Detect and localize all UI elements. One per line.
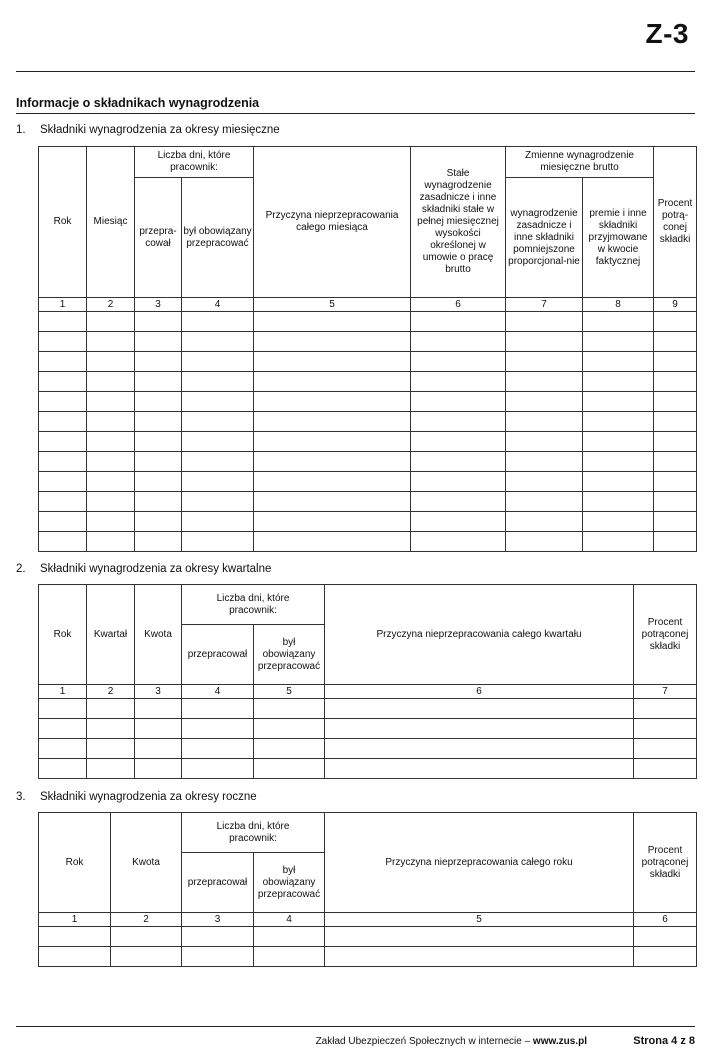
entry-cell[interactable] — [182, 947, 254, 967]
table-row — [39, 332, 697, 352]
entry-cell[interactable] — [111, 947, 182, 967]
entry-cell[interactable] — [182, 472, 254, 492]
header-kwota: Kwota — [111, 813, 182, 913]
entry-cell[interactable] — [411, 532, 506, 552]
entry-cell[interactable] — [654, 392, 697, 412]
column-number: 5 — [254, 298, 411, 312]
entry-cell[interactable] — [506, 372, 583, 392]
column-number-row — [39, 298, 697, 312]
column-number: 7 — [506, 298, 583, 312]
entry-cell[interactable] — [135, 492, 182, 512]
entry-cell[interactable] — [506, 532, 583, 552]
entry-cell[interactable] — [39, 352, 87, 372]
header-zmienne: Zmienne wynagrodzenie miesięczne brutto — [506, 147, 654, 178]
entry-cell[interactable] — [254, 432, 411, 452]
entry-cell[interactable] — [411, 412, 506, 432]
entry-cell[interactable] — [506, 352, 583, 372]
table-row — [39, 352, 697, 372]
entry-cell[interactable] — [654, 472, 697, 492]
entry-cell[interactable] — [506, 312, 583, 332]
entry-cell[interactable] — [254, 699, 325, 719]
column-number: 3 — [135, 685, 182, 699]
table-row — [39, 432, 697, 452]
entry-cell[interactable] — [39, 432, 87, 452]
header-przepracowal: przepracował — [182, 853, 254, 913]
entry-cell[interactable] — [325, 947, 634, 967]
quarterly-table — [38, 584, 697, 779]
table-row — [39, 312, 697, 332]
entry-cell[interactable] — [87, 432, 135, 452]
column-number: 8 — [583, 298, 654, 312]
section2-title-text: Składniki wynagrodzenia za okresy kwartalne — [40, 563, 272, 575]
column-number: 1 — [39, 298, 87, 312]
header-miesiac: Miesiąc — [87, 147, 135, 298]
entry-cell[interactable] — [254, 312, 411, 332]
footer-url[interactable]: www.zus.pl — [532, 1036, 587, 1047]
entry-cell[interactable] — [654, 452, 697, 472]
entry-cell[interactable] — [654, 372, 697, 392]
entry-cell[interactable] — [135, 412, 182, 432]
table-row — [39, 412, 697, 432]
top-rule — [16, 71, 695, 72]
entry-cell[interactable] — [254, 739, 325, 759]
entry-cell[interactable] — [254, 719, 325, 739]
entry-cell[interactable] — [506, 472, 583, 492]
entry-cell[interactable] — [182, 532, 254, 552]
page-number: Strona 4 z 8 — [633, 1035, 695, 1047]
entry-cell[interactable] — [654, 352, 697, 372]
entry-cell[interactable] — [39, 927, 111, 947]
table-row — [39, 947, 697, 967]
entry-cell[interactable] — [182, 492, 254, 512]
monthly-table — [38, 146, 697, 552]
entry-cell[interactable] — [254, 372, 411, 392]
entry-cell[interactable] — [135, 532, 182, 552]
entry-cell[interactable] — [506, 332, 583, 352]
table-row — [39, 927, 697, 947]
entry-cell[interactable] — [135, 759, 182, 779]
entry-cell[interactable] — [411, 372, 506, 392]
entry-cell[interactable] — [254, 492, 411, 512]
header-liczba-dni: Liczba dni, które pracownik: — [182, 585, 325, 625]
column-number: 2 — [87, 685, 135, 699]
entry-cell[interactable] — [87, 392, 135, 412]
entry-cell[interactable] — [254, 947, 325, 967]
entry-cell[interactable] — [87, 472, 135, 492]
header-stale: Stałe wynagrodzenie zasadnicze i inne składniki stałe w pełnej miesięcznej wysokości określonej w umowie o pracę brutto — [411, 147, 506, 298]
entry-cell[interactable] — [182, 512, 254, 532]
table-row — [39, 759, 697, 779]
entry-cell[interactable] — [135, 332, 182, 352]
entry-cell[interactable] — [254, 452, 411, 472]
header-rok: Rok — [39, 147, 87, 298]
entry-cell[interactable] — [325, 719, 634, 739]
entry-cell[interactable] — [254, 759, 325, 779]
heading-rule — [16, 113, 695, 114]
entry-cell[interactable] — [411, 312, 506, 332]
entry-cell[interactable] — [634, 947, 697, 967]
header-rok: Rok — [39, 813, 111, 913]
entry-cell[interactable] — [39, 332, 87, 352]
entry-cell[interactable] — [39, 532, 87, 552]
entry-cell[interactable] — [182, 392, 254, 412]
entry-cell[interactable] — [39, 452, 87, 472]
header-liczba-dni: Liczba dni, które pracownik: — [135, 147, 254, 178]
entry-cell[interactable] — [39, 512, 87, 532]
table-row — [39, 452, 697, 472]
section2-number: 2. — [16, 563, 26, 575]
entry-cell[interactable] — [87, 492, 135, 512]
header-zmienne-a: wynagrodzenie zasadnicze i inne składniki pomniejszone proporcjonal-nie — [506, 178, 583, 298]
section3-title — [16, 791, 257, 803]
entry-cell[interactable] — [135, 699, 182, 719]
quarterly-table-body — [39, 699, 697, 779]
table-row — [39, 719, 697, 739]
column-number: 6 — [634, 913, 697, 927]
entry-cell[interactable] — [583, 512, 654, 532]
header-liczba-dni: Liczba dni, które pracownik: — [182, 813, 325, 853]
entry-cell[interactable] — [583, 452, 654, 472]
column-number: 5 — [325, 913, 634, 927]
header-przyczyna: Przyczyna nieprzepracowania całego roku — [325, 813, 634, 913]
entry-cell[interactable] — [87, 452, 135, 472]
entry-cell[interactable] — [182, 927, 254, 947]
entry-cell[interactable] — [411, 492, 506, 512]
column-number: 2 — [111, 913, 182, 927]
entry-cell[interactable] — [634, 739, 697, 759]
entry-cell[interactable] — [411, 392, 506, 412]
entry-cell[interactable] — [254, 512, 411, 532]
entry-cell[interactable] — [506, 412, 583, 432]
header-procent: Procent potrąconej składki — [634, 585, 697, 685]
entry-cell[interactable] — [583, 392, 654, 412]
header-byl-obowiazany: był obowiązany przepracować — [254, 625, 325, 685]
entry-cell[interactable] — [182, 759, 254, 779]
entry-cell[interactable] — [325, 699, 634, 719]
entry-cell[interactable] — [135, 472, 182, 492]
entry-cell[interactable] — [87, 352, 135, 372]
entry-cell[interactable] — [254, 412, 411, 432]
entry-cell[interactable] — [87, 532, 135, 552]
entry-cell[interactable] — [583, 332, 654, 352]
entry-cell[interactable] — [506, 392, 583, 412]
entry-cell[interactable] — [39, 312, 87, 332]
section1-title — [16, 124, 280, 136]
column-number: 4 — [182, 298, 254, 312]
header-kwartal: Kwartał — [87, 585, 135, 685]
entry-cell[interactable] — [634, 719, 697, 739]
column-number: 5 — [254, 685, 325, 699]
entry-cell[interactable] — [135, 452, 182, 472]
entry-cell[interactable] — [254, 927, 325, 947]
entry-cell[interactable] — [182, 332, 254, 352]
entry-cell[interactable] — [325, 759, 634, 779]
column-number-row — [39, 685, 697, 699]
entry-cell[interactable] — [111, 927, 182, 947]
column-number: 6 — [325, 685, 634, 699]
entry-cell[interactable] — [254, 352, 411, 372]
entry-cell[interactable] — [583, 312, 654, 332]
entry-cell[interactable] — [325, 927, 634, 947]
entry-cell[interactable] — [135, 372, 182, 392]
column-number: 3 — [182, 913, 254, 927]
section1-title-text: Składniki wynagrodzenia za okresy miesięczne — [40, 124, 280, 136]
entry-cell[interactable] — [654, 492, 697, 512]
table-row — [39, 512, 697, 532]
entry-cell[interactable] — [506, 432, 583, 452]
footer-rule — [16, 1026, 695, 1027]
entry-cell[interactable] — [182, 719, 254, 739]
entry-cell[interactable] — [254, 332, 411, 352]
entry-cell[interactable] — [583, 352, 654, 372]
entry-cell[interactable] — [87, 512, 135, 532]
table-row — [39, 392, 697, 412]
entry-cell[interactable] — [654, 432, 697, 452]
entry-cell[interactable] — [411, 332, 506, 352]
entry-cell[interactable] — [411, 432, 506, 452]
header-zmienne-b: premie i inne składniki przyjmowane w kwocie faktycznej — [583, 178, 654, 298]
entry-cell[interactable] — [135, 352, 182, 372]
column-number: 1 — [39, 685, 87, 699]
entry-cell[interactable] — [583, 472, 654, 492]
entry-cell[interactable] — [87, 372, 135, 392]
entry-cell[interactable] — [135, 392, 182, 412]
entry-cell[interactable] — [39, 472, 87, 492]
column-number: 2 — [87, 298, 135, 312]
entry-cell[interactable] — [411, 352, 506, 372]
footer-text — [316, 1036, 587, 1047]
entry-cell[interactable] — [87, 719, 135, 739]
entry-cell[interactable] — [506, 492, 583, 512]
form-code: Z-3 — [645, 18, 689, 49]
entry-cell[interactable] — [135, 719, 182, 739]
table-row — [39, 372, 697, 392]
entry-cell[interactable] — [182, 432, 254, 452]
entry-cell[interactable] — [39, 947, 111, 967]
footer-label: Zakład Ubezpieczeń Społecznych w internecie – — [315, 1036, 533, 1047]
column-number: 4 — [254, 913, 325, 927]
header-procent: Procent potrą-conej składki — [654, 147, 697, 298]
entry-cell[interactable] — [39, 719, 87, 739]
header-byl-obowiazany: był obowiązany przepracować — [182, 178, 254, 298]
entry-cell[interactable] — [87, 332, 135, 352]
column-number: 3 — [135, 298, 182, 312]
column-number: 9 — [654, 298, 697, 312]
entry-cell[interactable] — [87, 412, 135, 432]
entry-cell[interactable] — [39, 759, 87, 779]
column-number-row — [39, 913, 697, 927]
entry-cell[interactable] — [39, 372, 87, 392]
column-number: 4 — [182, 685, 254, 699]
entry-cell[interactable] — [87, 699, 135, 719]
entry-cell[interactable] — [182, 312, 254, 332]
entry-cell[interactable] — [634, 699, 697, 719]
entry-cell[interactable] — [39, 739, 87, 759]
entry-cell[interactable] — [39, 492, 87, 512]
table-row — [39, 532, 697, 552]
header-rok: Rok — [39, 585, 87, 685]
entry-cell[interactable] — [87, 759, 135, 779]
monthly-table-body — [39, 312, 697, 552]
header-kwota: Kwota — [135, 585, 182, 685]
header-byl-obowiazany: był obowiązany przepracować — [254, 853, 325, 913]
entry-cell[interactable] — [135, 432, 182, 452]
entry-cell[interactable] — [39, 392, 87, 412]
entry-cell[interactable] — [654, 312, 697, 332]
header-przyczyna: Przyczyna nieprzepracowania całego kwartału — [325, 585, 634, 685]
header-przepracowal: przepra-cował — [135, 178, 182, 298]
entry-cell[interactable] — [254, 392, 411, 412]
entry-cell[interactable] — [39, 699, 87, 719]
table-row — [39, 699, 697, 719]
entry-cell[interactable] — [506, 512, 583, 532]
entry-cell[interactable] — [182, 699, 254, 719]
entry-cell[interactable] — [182, 372, 254, 392]
column-number: 1 — [39, 913, 111, 927]
entry-cell[interactable] — [182, 412, 254, 432]
table-row — [39, 739, 697, 759]
entry-cell[interactable] — [182, 452, 254, 472]
section2-title — [16, 563, 271, 575]
entry-cell[interactable] — [583, 432, 654, 452]
table-row — [39, 492, 697, 512]
entry-cell[interactable] — [506, 452, 583, 472]
column-number: 6 — [411, 298, 506, 312]
entry-cell[interactable] — [87, 312, 135, 332]
entry-cell[interactable] — [654, 512, 697, 532]
entry-cell[interactable] — [135, 312, 182, 332]
entry-cell[interactable] — [254, 532, 411, 552]
section3-number: 3. — [16, 791, 26, 803]
entry-cell[interactable] — [411, 512, 506, 532]
entry-cell[interactable] — [583, 372, 654, 392]
section1-number: 1. — [16, 124, 26, 136]
column-number: 7 — [634, 685, 697, 699]
entry-cell[interactable] — [583, 492, 654, 512]
entry-cell[interactable] — [182, 352, 254, 372]
entry-cell[interactable] — [135, 739, 182, 759]
entry-cell[interactable] — [135, 512, 182, 532]
entry-cell[interactable] — [634, 927, 697, 947]
entry-cell[interactable] — [182, 739, 254, 759]
table-row — [39, 472, 697, 492]
entry-cell[interactable] — [654, 532, 697, 552]
entry-cell[interactable] — [583, 412, 654, 432]
entry-cell[interactable] — [39, 412, 87, 432]
entry-cell[interactable] — [583, 532, 654, 552]
annual-table — [38, 812, 697, 967]
entry-cell[interactable] — [87, 739, 135, 759]
page-heading: Informacje o składnikach wynagrodzenia — [16, 96, 260, 110]
entry-cell[interactable] — [411, 452, 506, 472]
header-przepracowal: przepracował — [182, 625, 254, 685]
header-przyczyna: Przyczyna nieprzepracowania całego miesiąca — [254, 147, 411, 298]
entry-cell[interactable] — [411, 472, 506, 492]
entry-cell[interactable] — [654, 412, 697, 432]
entry-cell[interactable] — [634, 759, 697, 779]
section3-title-text: Składniki wynagrodzenia za okresy roczne — [40, 791, 257, 803]
annual-table-body — [39, 927, 697, 967]
entry-cell[interactable] — [254, 472, 411, 492]
header-procent: Procent potrąconej składki — [634, 813, 697, 913]
entry-cell[interactable] — [654, 332, 697, 352]
entry-cell[interactable] — [325, 739, 634, 759]
